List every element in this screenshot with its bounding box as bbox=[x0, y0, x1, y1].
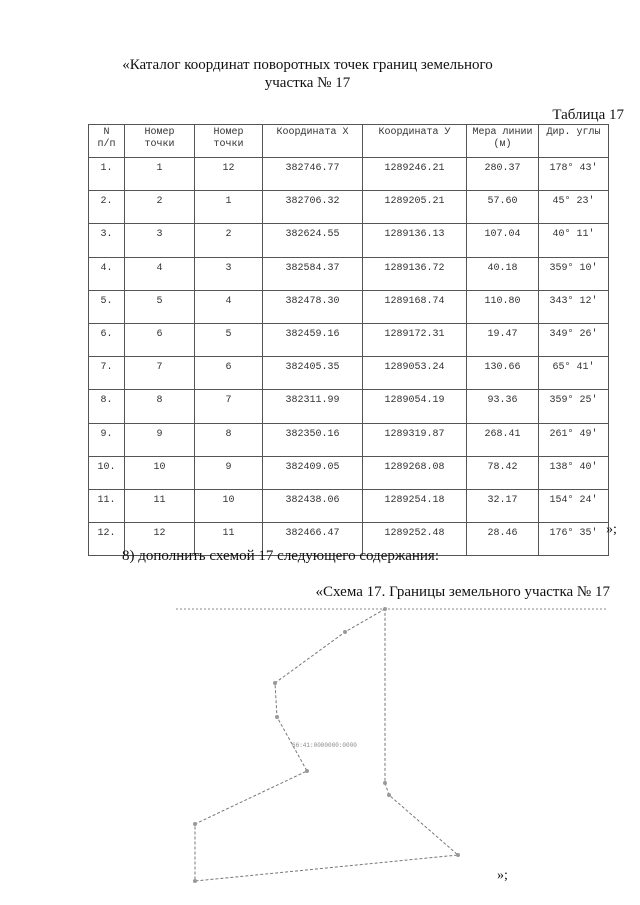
cell-point-to: 11 bbox=[195, 523, 263, 556]
cell-coord-x: 382466.47 bbox=[263, 523, 363, 556]
col-header-angle: Дир. углы bbox=[539, 125, 609, 158]
scheme-closing-quote: »; bbox=[497, 868, 508, 883]
cell-coord-y: 1289053.24 bbox=[363, 357, 467, 390]
cell-number: 12. bbox=[89, 523, 125, 556]
cell-coord-y: 1289268.08 bbox=[363, 456, 467, 489]
scheme-title: «Схема 17. Границы земельного участка № 17 bbox=[315, 584, 610, 600]
cell-length: 28.46 bbox=[467, 523, 539, 556]
cell-point-from: 2 bbox=[125, 191, 195, 224]
vertex-marker bbox=[343, 630, 347, 634]
cell-point-to: 5 bbox=[195, 323, 263, 356]
cell-angle: 343° 12' bbox=[539, 290, 609, 323]
cell-point-from: 3 bbox=[125, 224, 195, 257]
cell-point-from: 9 bbox=[125, 423, 195, 456]
cell-coord-x: 382438.06 bbox=[263, 489, 363, 522]
cell-number: 9. bbox=[89, 423, 125, 456]
cell-angle: 138° 40' bbox=[539, 456, 609, 489]
cell-number: 2. bbox=[89, 191, 125, 224]
vertex-marker bbox=[383, 781, 387, 785]
cell-point-to: 6 bbox=[195, 357, 263, 390]
cell-number: 7. bbox=[89, 357, 125, 390]
cell-coord-x: 382478.30 bbox=[263, 290, 363, 323]
col-header-number: N п/п bbox=[89, 125, 125, 158]
catalog-heading-line2: участка № 17 bbox=[264, 75, 351, 91]
cell-coord-y: 1289054.19 bbox=[363, 390, 467, 423]
cell-point-from: 8 bbox=[125, 390, 195, 423]
cell-coord-x: 382584.37 bbox=[263, 257, 363, 290]
cell-point-to: 2 bbox=[195, 224, 263, 257]
cell-coord-y: 1289319.87 bbox=[363, 423, 467, 456]
cell-point-from: 12 bbox=[125, 523, 195, 556]
cell-length: 19.47 bbox=[467, 323, 539, 356]
col-header-coord-y: Координата У bbox=[363, 125, 467, 158]
cell-coord-x: 382311.99 bbox=[263, 390, 363, 423]
cell-point-to: 9 bbox=[195, 456, 263, 489]
cell-number: 5. bbox=[89, 290, 125, 323]
cell-coord-x: 382459.16 bbox=[263, 323, 363, 356]
col-header-point-from: Номер точки bbox=[125, 125, 195, 158]
cell-coord-y: 1289246.21 bbox=[363, 158, 467, 191]
cell-number: 3. bbox=[89, 224, 125, 257]
col-header-point-to: Номер точки bbox=[195, 125, 263, 158]
cell-number: 11. bbox=[89, 489, 125, 522]
cell-coord-y: 1289168.74 bbox=[363, 290, 467, 323]
cell-point-to: 4 bbox=[195, 290, 263, 323]
cell-coord-x: 382405.35 bbox=[263, 357, 363, 390]
cell-coord-x: 382409.05 bbox=[263, 456, 363, 489]
table-label: Таблица 17 bbox=[552, 107, 624, 123]
cell-angle: 349° 26' bbox=[539, 323, 609, 356]
table-closing-quote: »; bbox=[606, 522, 617, 537]
col-header-length: Мера линии (м) bbox=[467, 125, 539, 158]
cell-coord-y: 1289136.13 bbox=[363, 224, 467, 257]
cell-length: 110.80 bbox=[467, 290, 539, 323]
col-header-coord-x: Координата X bbox=[263, 125, 363, 158]
cell-point-to: 1 bbox=[195, 191, 263, 224]
cell-length: 130.66 bbox=[467, 357, 539, 390]
cell-length: 107.04 bbox=[467, 224, 539, 257]
cell-angle: 65° 41' bbox=[539, 357, 609, 390]
cell-point-to: 3 bbox=[195, 257, 263, 290]
cell-angle: 154° 24' bbox=[539, 489, 609, 522]
vertex-marker bbox=[193, 822, 197, 826]
cell-coord-x: 382624.55 bbox=[263, 224, 363, 257]
cell-angle: 40° 11' bbox=[539, 224, 609, 257]
cell-point-to: 8 bbox=[195, 423, 263, 456]
cell-number: 1. bbox=[89, 158, 125, 191]
cell-length: 268.41 bbox=[467, 423, 539, 456]
cell-coord-x: 382706.32 bbox=[263, 191, 363, 224]
cell-number: 8. bbox=[89, 390, 125, 423]
cell-coord-y: 1289172.31 bbox=[363, 323, 467, 356]
vertex-marker bbox=[456, 853, 460, 857]
vertex-marker bbox=[387, 793, 391, 797]
cell-point-from: 10 bbox=[125, 456, 195, 489]
cell-coord-y: 1289136.72 bbox=[363, 257, 467, 290]
cell-angle: 176° 35' bbox=[539, 523, 609, 556]
cell-point-from: 5 bbox=[125, 290, 195, 323]
cell-angle: 359° 10' bbox=[539, 257, 609, 290]
cell-point-from: 11 bbox=[125, 489, 195, 522]
cell-length: 280.37 bbox=[467, 158, 539, 191]
cell-point-from: 7 bbox=[125, 357, 195, 390]
cell-angle: 178° 43' bbox=[539, 158, 609, 191]
cell-coord-y: 1289254.18 bbox=[363, 489, 467, 522]
cell-length: 40.18 bbox=[467, 257, 539, 290]
parcel-cadastral-label: 66:41:0000000:0000 bbox=[292, 742, 357, 749]
cell-length: 93.36 bbox=[467, 390, 539, 423]
cell-coord-x: 382350.16 bbox=[263, 423, 363, 456]
vertex-marker bbox=[273, 681, 277, 685]
vertex-marker bbox=[193, 879, 197, 883]
cell-coord-x: 382746.77 bbox=[263, 158, 363, 191]
cell-length: 32.17 bbox=[467, 489, 539, 522]
amendment-point-8: 8) дополнить схемой 17 следующего содержания: bbox=[122, 548, 439, 564]
vertex-marker bbox=[305, 769, 309, 773]
cell-number: 4. bbox=[89, 257, 125, 290]
cell-number: 10. bbox=[89, 456, 125, 489]
cell-point-from: 1 bbox=[125, 158, 195, 191]
cell-point-to: 10 bbox=[195, 489, 263, 522]
cell-number: 6. bbox=[89, 323, 125, 356]
vertex-marker bbox=[383, 607, 387, 611]
cell-point-to: 7 bbox=[195, 390, 263, 423]
cell-length: 78.42 bbox=[467, 456, 539, 489]
cell-point-from: 4 bbox=[125, 257, 195, 290]
cell-angle: 359° 25' bbox=[539, 390, 609, 423]
cell-point-from: 6 bbox=[125, 323, 195, 356]
cell-coord-y: 1289205.21 bbox=[363, 191, 467, 224]
cell-length: 57.60 bbox=[467, 191, 539, 224]
cell-angle: 261° 49' bbox=[539, 423, 609, 456]
catalog-heading-line1: «Каталог координат поворотных точек границ земельного bbox=[122, 57, 493, 73]
cell-point-to: 12 bbox=[195, 158, 263, 191]
vertex-marker bbox=[275, 715, 279, 719]
cell-angle: 45° 23' bbox=[539, 191, 609, 224]
cell-coord-y: 1289252.48 bbox=[363, 523, 467, 556]
